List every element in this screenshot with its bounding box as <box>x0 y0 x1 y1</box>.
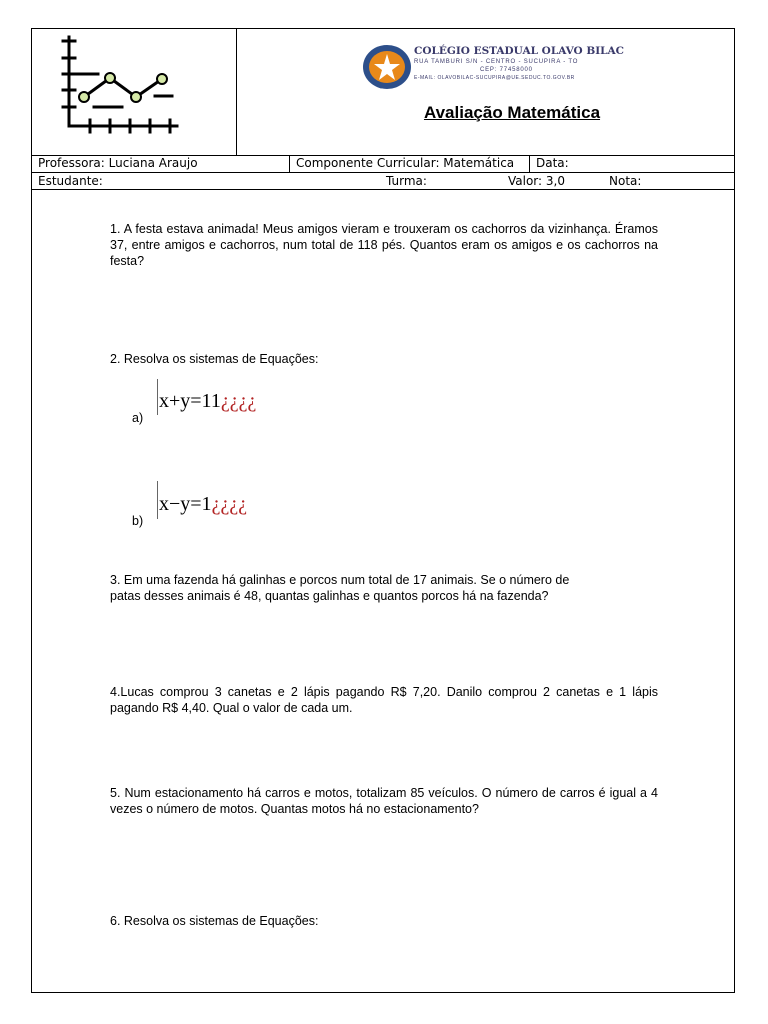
school-email: E-MAIL: OLAVOBILAC-SUCUPIRA@UE.SEDUC.TO.GOV.BR <box>414 75 575 81</box>
school-logo-banner <box>362 43 625 91</box>
info-row-student <box>32 173 734 189</box>
exam-page <box>31 28 735 993</box>
question-1: 1. A festa estava animada! Meus amigos vieram e trouxeram os cachorros da vizinhança. Éramos 37, entre amigos e cachorros, num total de 118 pés. Quantos eram os amigos e os cachorros na festa? <box>110 222 658 268</box>
question-5: 5. Num estacionamento há carros e motos, totalizam 85 veículos. O número de carros é igual a 4 vezes o número de motos. Quantas motos há no estacionamento? <box>110 786 658 816</box>
question-2b-label: b) <box>132 514 144 528</box>
school-emblem-icon <box>362 43 412 91</box>
question-6: 6. Resolva os sistemas de Equações: <box>110 914 319 928</box>
grade-field[interactable]: Nota: <box>609 174 642 188</box>
question-2a-label: a) <box>132 411 144 425</box>
date-field[interactable]: Data: <box>536 156 569 170</box>
header-logo-cell <box>32 29 237 155</box>
question-4: 4.Lucas comprou 3 canetas e 2 lápis pagando R$ 7,20. Danilo comprou 2 canetas e 1 lápis pagando R$ 4,40. Qual o valor de cada um. <box>110 685 658 715</box>
subject-label: Componente Curricular: Matemática <box>290 155 530 172</box>
question-2b-equation <box>159 493 247 516</box>
equation-b-text: x−y=1 <box>159 493 212 515</box>
question-3 <box>110 572 658 604</box>
class-field[interactable]: Turma: <box>386 174 427 188</box>
exam-header <box>32 29 734 156</box>
school-name: COLÉGIO ESTADUAL OLAVO BILAC <box>414 45 625 57</box>
question-2: 2. Resolva os sistemas de Equações: <box>110 352 319 366</box>
teacher-label: Professora: Luciana Araujo <box>32 155 290 172</box>
equation-a-marks: ¿¿¿¿ <box>220 390 257 412</box>
question-2a-equation <box>159 390 256 413</box>
value-label: Valor: 3,0 <box>508 174 565 188</box>
info-row-teacher <box>32 155 734 173</box>
header-divider <box>32 189 734 190</box>
school-address: RUA TAMBURI S/N - CENTRO - SUCUPIRA - TO <box>414 59 579 65</box>
system-brace-b <box>157 481 158 519</box>
student-field[interactable]: Estudante: <box>38 174 103 188</box>
equation-a-text: x+y=11 <box>159 390 221 412</box>
line-chart-icon <box>32 29 236 155</box>
school-cep: CEP: 77458000 <box>480 67 533 73</box>
equation-b-marks: ¿¿¿¿ <box>211 493 248 515</box>
system-brace-a <box>157 379 158 415</box>
question-3-line-2: patas desses animais é 48, quantas galinhas e quantos porcos há na fazenda? <box>110 589 549 603</box>
question-3-line-1: 3. Em uma fazenda há galinhas e porcos num total de 17 animais. Se o número de <box>110 573 570 587</box>
exam-title: Avaliação Matemática <box>423 103 601 122</box>
